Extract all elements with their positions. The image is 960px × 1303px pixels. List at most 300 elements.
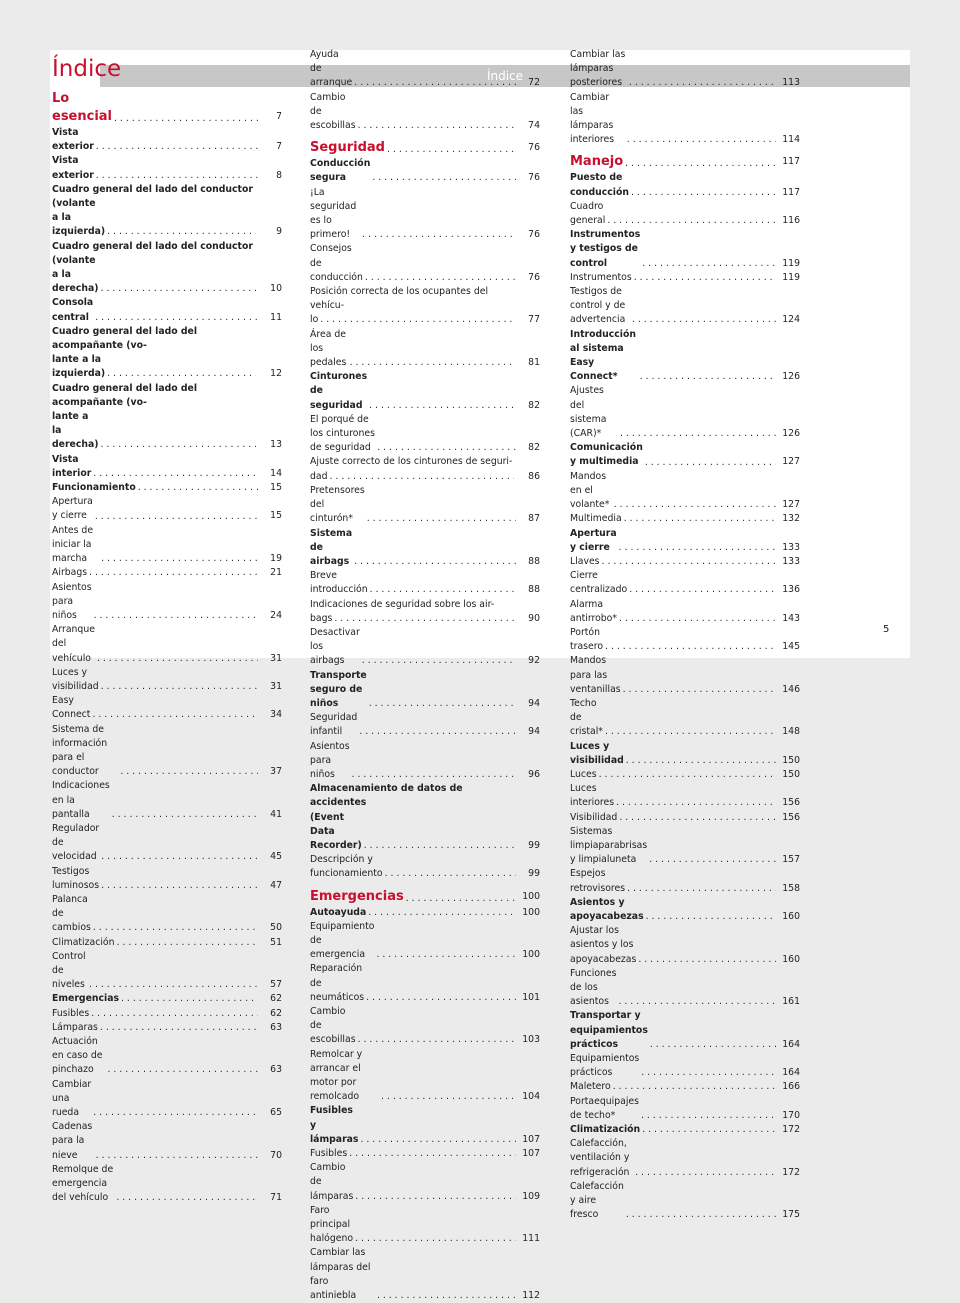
- dot-leader: [349, 1147, 516, 1161]
- toc-page-number: 160: [782, 910, 800, 922]
- toc-page-number: 45: [270, 851, 282, 863]
- page-header: Índice: [100, 65, 910, 87]
- toc-entry-continuation: [52, 268, 258, 296]
- toc-entry[interactable]: [310, 598, 540, 626]
- toc-entry[interactable]: [52, 581, 282, 624]
- toc-entry-title: Cuadro general del lado del conductor (volante: [52, 240, 253, 266]
- toc-subsection-entry[interactable]: [52, 325, 282, 382]
- dot-leader: [101, 282, 257, 296]
- toc-page-number: 175: [782, 1209, 800, 1221]
- toc-entry-title: Ajustes del sistema (CAR)*: [570, 385, 607, 440]
- dot-leader: [96, 140, 258, 154]
- toc-entry[interactable]: [52, 694, 282, 722]
- toc-entry[interactable]: [310, 1204, 540, 1247]
- dot-leader: [385, 867, 516, 881]
- toc-column-1: [52, 48, 282, 1205]
- toc-page-number: 164: [782, 1067, 800, 1079]
- toc-entry[interactable]: [52, 495, 282, 523]
- toc-page-number: 76: [528, 229, 540, 241]
- toc-entry[interactable]: [52, 666, 282, 694]
- toc-subsection-entry[interactable]: [570, 740, 800, 768]
- toc-entry-title: Cambiar las lámparas posteriores: [570, 49, 626, 89]
- toc-entry-title: Vista exterior: [52, 155, 94, 181]
- toc-entry-title: Luces interiores: [570, 783, 615, 809]
- toc-entry[interactable]: [570, 697, 800, 740]
- toc-entry[interactable]: [570, 1080, 800, 1094]
- toc-entry-title: Easy Connect: [52, 695, 91, 721]
- dot-leader: [101, 552, 258, 566]
- dot-leader: [368, 906, 516, 920]
- toc-subsection-entry[interactable]: [52, 453, 282, 481]
- dot-leader: [93, 1106, 258, 1120]
- toc-entry[interactable]: [570, 285, 800, 328]
- toc-entry-title: Transporte seguro de niños: [310, 669, 367, 709]
- toc-entry[interactable]: [570, 91, 800, 148]
- toc-page-number: 99: [528, 839, 540, 851]
- dot-leader: [641, 1109, 776, 1123]
- toc-entry-title: Pretensores del cinturón*: [310, 484, 365, 525]
- toc-subsection-entry[interactable]: [570, 441, 800, 469]
- toc-page-number: 65: [270, 1107, 282, 1119]
- toc-page-number: 103: [522, 1034, 540, 1046]
- toc-page-number: 116: [782, 215, 800, 227]
- toc-entry-continuation: [52, 410, 258, 453]
- toc-entry-title: Arranque del vehículo: [52, 624, 95, 664]
- dot-leader: [641, 1066, 776, 1080]
- dot-leader: [117, 936, 259, 950]
- toc-page-number: 145: [782, 641, 800, 653]
- toc-entry-title: Introducción al sistema Easy Connect*: [570, 328, 636, 383]
- toc-entry-title: Instrumentos y testigos de control: [570, 229, 641, 269]
- toc-entry[interactable]: [570, 384, 800, 441]
- toc-entry-title: Posición correcta de los ocupantes del vehícu-: [310, 286, 489, 312]
- toc-entry-title: Cuadro general: [570, 200, 606, 227]
- toc-entry-title: Mandos en el volante*: [570, 470, 610, 511]
- toc-entry-title: Remolcar y arrancar el motor por remolcado: [310, 1048, 363, 1103]
- toc-entry[interactable]: [52, 623, 282, 666]
- toc-entry[interactable]: [310, 1147, 540, 1161]
- toc-subsection-entry[interactable]: [52, 992, 282, 1006]
- toc-entry[interactable]: [310, 1048, 540, 1105]
- toc-page-number: 172: [782, 1166, 800, 1178]
- toc-entry[interactable]: [52, 1035, 282, 1078]
- dot-leader: [355, 1232, 516, 1246]
- toc-entry-title-cont: lante a la derecha): [52, 411, 99, 451]
- toc-page-number: 150: [782, 768, 800, 780]
- toc-entry[interactable]: [570, 48, 800, 91]
- dot-leader: [362, 654, 516, 668]
- toc-entry[interactable]: [52, 779, 282, 822]
- toc-page-number: 88: [528, 555, 540, 567]
- toc-page-number: 63: [270, 1064, 282, 1076]
- toc-page-number: 107: [522, 1148, 540, 1160]
- toc-entry-title: Cadenas para la nieve: [52, 1121, 93, 1161]
- toc-entry[interactable]: [570, 782, 800, 810]
- toc-page-number: 114: [782, 134, 800, 146]
- toc-entry-title: Climatización: [570, 1124, 641, 1136]
- dot-leader: [100, 1021, 258, 1035]
- toc-page-number: 51: [270, 936, 282, 948]
- toc-entry-title: Climatización: [52, 936, 115, 948]
- toc-page-number: 157: [782, 854, 800, 866]
- toc-column-3: [570, 48, 800, 1222]
- dot-leader: [320, 313, 514, 327]
- toc-page-number: 100: [522, 906, 540, 918]
- toc-entry-title: Asientos y apoyacabezas: [570, 896, 644, 922]
- toc-entry[interactable]: [52, 1078, 282, 1121]
- dot-leader: [92, 708, 258, 722]
- toc-entry-title: Luces y visibilidad: [570, 740, 624, 766]
- toc-page-number: 21: [270, 567, 282, 579]
- dot-leader: [107, 225, 256, 239]
- toc-entry-title: Sistema de airbags: [310, 527, 353, 567]
- toc-entry[interactable]: [52, 1007, 282, 1021]
- toc-entry-title: Testigos luminosos: [52, 865, 100, 891]
- toc-subsection-entry[interactable]: [52, 296, 282, 324]
- toc-page-number: 90: [528, 612, 540, 624]
- toc-entry-title: Calefacción, ventilación y refrigeración: [570, 1138, 630, 1178]
- dot-leader: [607, 214, 776, 228]
- dot-leader: [362, 228, 516, 242]
- dot-leader: [93, 467, 258, 481]
- dot-leader: [350, 356, 516, 370]
- toc-entry-title-cont: bags: [310, 612, 333, 624]
- toc-entry[interactable]: [310, 569, 540, 597]
- toc-page-number: 71: [270, 1192, 282, 1204]
- dot-leader: [367, 512, 516, 526]
- dot-leader: [377, 1289, 516, 1303]
- toc-entry[interactable]: [570, 470, 800, 513]
- toc-subsection-entry[interactable]: [52, 240, 282, 297]
- toc-page-number: 14: [270, 467, 282, 479]
- toc-entry[interactable]: [310, 1246, 540, 1303]
- toc-page-number: 170: [782, 1109, 800, 1121]
- toc-entry[interactable]: [52, 822, 282, 865]
- toc-entry[interactable]: [570, 555, 800, 569]
- toc-entry[interactable]: [310, 285, 540, 328]
- toc-entry-title: Comunicación y multimedia: [570, 442, 643, 468]
- toc-entry-continuation: [310, 313, 516, 327]
- dot-leader: [635, 1166, 776, 1180]
- toc-page-number: 76: [528, 172, 540, 184]
- dot-leader: [602, 555, 776, 569]
- toc-subsection-entry[interactable]: [52, 183, 282, 240]
- dot-leader: [96, 169, 258, 183]
- toc-entry[interactable]: [570, 200, 800, 228]
- toc-entry[interactable]: [570, 654, 800, 697]
- toc-entry-title: Palanca de cambios: [52, 893, 91, 934]
- toc-entry-title: Lo esencial: [52, 91, 113, 124]
- toc-entry-title: Descripción y funcionamiento: [310, 854, 383, 880]
- dot-leader: [620, 427, 776, 441]
- toc-page-number: 117: [782, 156, 800, 168]
- dot-leader: [626, 754, 776, 768]
- toc-entry[interactable]: [310, 242, 540, 285]
- toc-page-number: 104: [522, 1091, 540, 1103]
- toc-entry[interactable]: [570, 569, 800, 597]
- toc-entry[interactable]: [570, 1052, 800, 1080]
- toc-subsection-entry[interactable]: [310, 527, 540, 570]
- toc-entry-title: Cuadro general del lado del acompañante (vo-: [52, 325, 198, 352]
- toc-entry-title: Cuadro general del lado del conductor (volante: [52, 183, 253, 210]
- toc-entry-title: Visibilidad: [570, 811, 618, 823]
- toc-column-2: [310, 48, 540, 1303]
- toc-subsection-entry[interactable]: [310, 1104, 540, 1147]
- toc-entry-title: Techo de cristal*: [570, 697, 603, 738]
- toc-entry[interactable]: [570, 598, 800, 626]
- dot-leader: [614, 498, 776, 512]
- toc-page-number: 50: [270, 922, 282, 934]
- toc-entry-title: Cinturones de seguridad: [310, 371, 368, 411]
- toc-subsection-entry[interactable]: [52, 481, 282, 495]
- toc-page-number: 34: [270, 709, 282, 721]
- toc-entry[interactable]: [52, 566, 282, 580]
- dot-leader: [605, 640, 776, 654]
- toc-entry[interactable]: [310, 711, 540, 739]
- toc-entry[interactable]: [310, 853, 540, 881]
- dot-leader: [114, 110, 258, 126]
- toc-subsection-entry[interactable]: [570, 228, 800, 271]
- toc-entry-title: Antes de iniciar la marcha: [52, 524, 94, 565]
- toc-entry[interactable]: [310, 740, 540, 783]
- toc-subsection-entry[interactable]: [570, 328, 800, 385]
- toc-entry-title: Área de los pedales: [310, 328, 347, 369]
- dot-leader: [94, 609, 258, 623]
- dot-leader: [360, 1133, 516, 1147]
- toc-entry[interactable]: [52, 524, 282, 567]
- toc-subsection-entry[interactable]: [570, 1123, 800, 1137]
- toc-entry-continuation: [52, 211, 258, 239]
- toc-page-number: 124: [782, 314, 800, 326]
- toc-entry-title: Regulador de velocidad: [52, 822, 100, 863]
- toc-section-heading[interactable]: [310, 139, 540, 157]
- toc-page-number: 86: [528, 470, 540, 482]
- toc-entry[interactable]: [310, 455, 540, 483]
- toc-entry-title-cont: (Event Data Recorder): [310, 811, 362, 851]
- toc-entry-title: ¡La seguridad es lo primero!: [310, 186, 357, 241]
- toc-entry[interactable]: [310, 484, 540, 527]
- dot-leader: [618, 995, 776, 1009]
- toc-entry[interactable]: [570, 1180, 800, 1223]
- dot-leader: [649, 853, 776, 867]
- dot-leader: [613, 1080, 776, 1094]
- dot-leader: [631, 186, 776, 200]
- toc-page-number: 166: [782, 1081, 800, 1093]
- toc-entry[interactable]: [52, 936, 282, 950]
- toc-entry[interactable]: [570, 1137, 800, 1180]
- dot-leader: [640, 370, 776, 384]
- toc-entry[interactable]: [310, 920, 540, 963]
- toc-page-number: 63: [270, 1021, 282, 1033]
- toc-subsection-entry[interactable]: [570, 527, 800, 555]
- toc-page-number: 7: [276, 111, 282, 122]
- toc-entry[interactable]: [52, 865, 282, 893]
- dot-leader: [645, 456, 776, 470]
- toc-entry[interactable]: [570, 967, 800, 1010]
- toc-subsection-entry[interactable]: [570, 896, 800, 924]
- dot-leader: [629, 583, 776, 597]
- dot-leader: [623, 683, 776, 697]
- toc-entry-continuation: [52, 353, 258, 381]
- toc-entry-title-cont: a la derecha): [52, 269, 99, 295]
- toc-entry-title: Reparación de neumáticos: [310, 963, 365, 1003]
- toc-page-number: 96: [528, 768, 540, 780]
- toc-subsection-entry[interactable]: [310, 782, 540, 853]
- toc-entry[interactable]: [570, 924, 800, 967]
- toc-page-number: 57: [270, 979, 282, 991]
- dot-leader: [406, 890, 516, 906]
- toc-entry[interactable]: [310, 186, 540, 243]
- dot-leader: [376, 948, 516, 962]
- toc-page-number: 101: [522, 991, 540, 1003]
- toc-subsection-entry[interactable]: [310, 906, 540, 920]
- toc-subsection-entry[interactable]: [310, 157, 540, 185]
- toc-entry[interactable]: [52, 893, 282, 936]
- dot-leader: [330, 470, 515, 484]
- dot-leader: [629, 76, 776, 90]
- toc-entry[interactable]: [570, 768, 800, 782]
- toc-entry-title-cont: lante a la izquierda): [52, 354, 106, 380]
- toc-entry-title-cont: dad: [310, 470, 328, 482]
- toc-entry-title: Seguridad infantil: [310, 712, 358, 738]
- toc-entry-title: Actuación en caso de pinchazo: [52, 1036, 103, 1076]
- toc-page-number: 12: [270, 368, 282, 380]
- toc-entry[interactable]: [310, 1161, 540, 1204]
- dot-leader: [96, 1149, 258, 1163]
- toc-entry-title: Instrumentos: [570, 271, 632, 283]
- dot-leader: [642, 257, 776, 271]
- toc-entry-continuation: [310, 470, 516, 484]
- dot-leader: [358, 119, 516, 133]
- toc-entry[interactable]: [570, 1095, 800, 1123]
- dot-leader: [89, 978, 258, 992]
- toc-entry[interactable]: [52, 1163, 282, 1206]
- toc-entry[interactable]: [570, 626, 800, 654]
- toc-entry[interactable]: [52, 950, 282, 993]
- toc-entry[interactable]: [570, 512, 800, 526]
- toc-entry-title: Lámparas: [52, 1021, 98, 1033]
- toc-entry[interactable]: [310, 962, 540, 1005]
- toc-subsection-entry[interactable]: [570, 171, 800, 199]
- toc-section-heading[interactable]: [52, 90, 282, 126]
- toc-page-number: 143: [782, 612, 800, 624]
- dot-leader: [369, 697, 516, 711]
- toc-page-number: 37: [270, 766, 282, 778]
- toc-entry[interactable]: [310, 91, 540, 134]
- dot-leader: [107, 1063, 258, 1077]
- dot-leader: [638, 953, 776, 967]
- toc-page-number: 133: [782, 541, 800, 553]
- dot-leader: [364, 839, 514, 853]
- toc-subsection-entry[interactable]: [52, 126, 282, 154]
- dot-leader: [369, 399, 516, 413]
- toc-entry[interactable]: [570, 867, 800, 895]
- toc-entry-title: Emergencias: [310, 888, 404, 904]
- dot-leader: [89, 566, 258, 580]
- toc-page-number: 70: [270, 1149, 282, 1161]
- toc-entry-title: Cuadro general del lado del acompañante (vo-: [52, 382, 198, 408]
- toc-entry-title: Equipamientos prácticos: [570, 1053, 640, 1079]
- dot-leader: [599, 768, 776, 782]
- toc-entry-title: Equipamiento de emergencia: [310, 920, 375, 961]
- toc-entry[interactable]: [310, 328, 540, 371]
- toc-page-number: 76: [528, 142, 540, 154]
- dot-leader: [619, 811, 776, 825]
- toc-entry-title: Portón trasero: [570, 626, 604, 653]
- toc-subsection-entry[interactable]: [570, 1009, 800, 1052]
- dot-leader: [365, 271, 516, 285]
- toc-entry-title: Multimedia: [570, 513, 622, 525]
- toc-entry-title: Vista exterior: [52, 127, 94, 153]
- toc-entry-title: Apertura y cierre: [570, 527, 617, 553]
- toc-page-number: 81: [528, 357, 540, 369]
- toc-page-number: 164: [782, 1038, 800, 1050]
- toc-entry-title: Fusibles: [310, 1148, 348, 1160]
- dot-leader: [387, 141, 516, 157]
- toc-page-number: 127: [782, 456, 800, 468]
- dot-leader: [95, 311, 258, 325]
- toc-page-number: 9: [276, 226, 282, 238]
- toc-page-number: 47: [270, 879, 282, 891]
- toc-subsection-entry[interactable]: [52, 382, 282, 453]
- toc-entry-title: Sistemas limpiaparabrisas y limpialuneta: [570, 825, 648, 866]
- toc-entry[interactable]: [310, 48, 540, 91]
- toc-page-number: 11: [270, 311, 282, 323]
- toc-entry[interactable]: [52, 1021, 282, 1035]
- toc-entry[interactable]: [52, 723, 282, 780]
- toc-page-number: 107: [522, 1133, 540, 1145]
- toc-page-number: 10: [270, 283, 282, 295]
- toc-page-number: 160: [782, 953, 800, 965]
- toc-entry-title: Luces: [570, 768, 597, 780]
- toc-entry-title: Indicaciones en la pantalla: [52, 780, 110, 820]
- toc-page-number: 94: [528, 697, 540, 709]
- dot-leader: [358, 1033, 516, 1047]
- toc-page-number: 77: [528, 314, 540, 326]
- dot-leader: [625, 155, 776, 171]
- toc-entry-title: Funciones de los asientos: [570, 967, 617, 1008]
- toc-entry-title: Airbags: [52, 567, 88, 579]
- toc-entry-title: Remolque de emergencia del vehículo: [52, 1163, 114, 1204]
- toc-subsection-entry[interactable]: [52, 154, 282, 182]
- toc-page-number: 148: [782, 726, 800, 738]
- toc-entry-title: Espejos retrovisores: [570, 868, 626, 894]
- toc-page-number: 87: [528, 513, 540, 525]
- toc-entry[interactable]: [310, 1005, 540, 1048]
- toc-page-number: 15: [270, 482, 282, 494]
- toc-entry-title: Cambiar una rueda: [52, 1078, 92, 1119]
- dot-leader: [97, 652, 258, 666]
- toc-entry[interactable]: [310, 413, 540, 456]
- toc-page-number: 113: [782, 77, 800, 89]
- toc-entry[interactable]: [570, 825, 800, 868]
- toc-entry[interactable]: [570, 271, 800, 285]
- toc-entry[interactable]: [570, 811, 800, 825]
- toc-entry[interactable]: [52, 1120, 282, 1163]
- toc-page-number: 119: [782, 257, 800, 269]
- toc-subsection-entry[interactable]: [310, 370, 540, 413]
- toc-entry-title: Calefacción y aire fresco: [570, 1180, 624, 1221]
- toc-entry-title: Luces y visibilidad: [52, 666, 99, 692]
- toc-entry-title: Consejos de conducción: [310, 243, 363, 283]
- dot-leader: [650, 1038, 776, 1052]
- toc-entry-title: Fusibles y lámparas: [310, 1105, 359, 1145]
- toc-page-number: 74: [528, 120, 540, 132]
- toc-subsection-entry[interactable]: [310, 669, 540, 712]
- toc-section-heading[interactable]: [570, 153, 800, 171]
- toc-entry[interactable]: [310, 626, 540, 669]
- toc-section-heading[interactable]: [310, 888, 540, 906]
